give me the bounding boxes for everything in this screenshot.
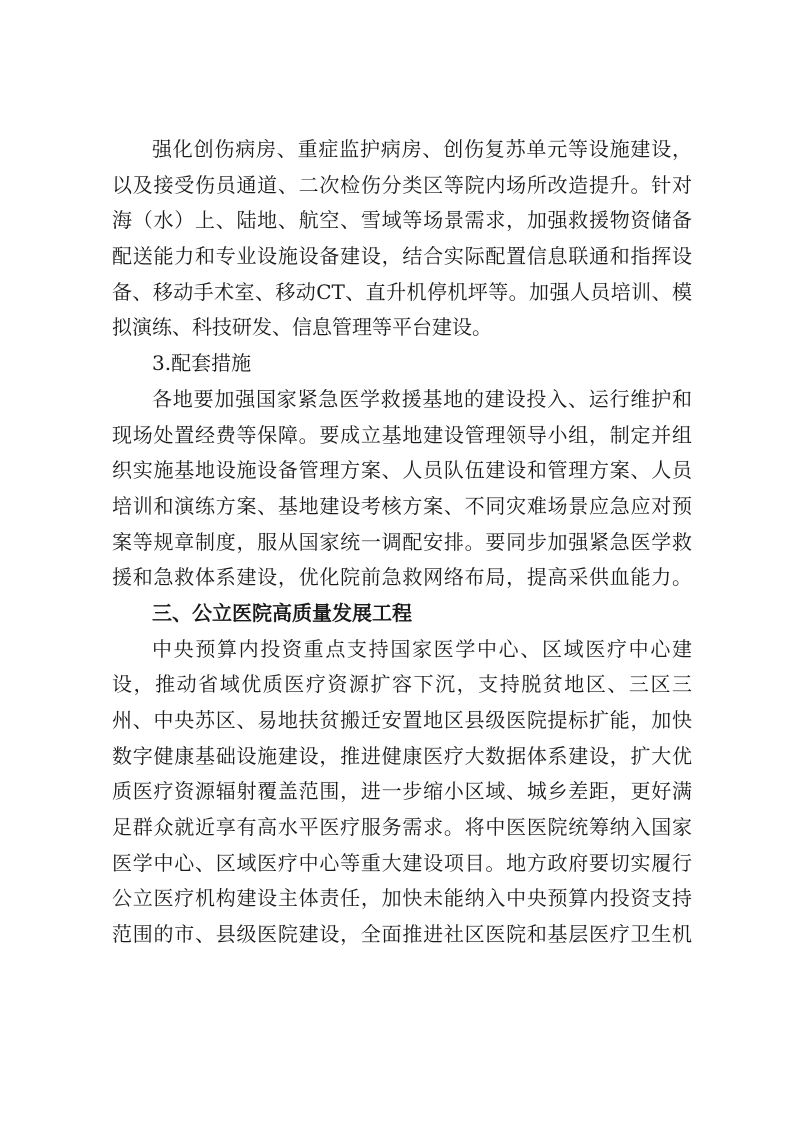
text-line: 质医疗资源辐射覆盖范围，进一步缩小区域、城乡差距，更好满 xyxy=(112,779,692,804)
paragraph-supporting-measures xyxy=(112,382,692,596)
paragraph-public-hospital xyxy=(112,632,692,953)
text-line: 以及接受伤员通道、二次检伤分类区等院内场所改造提升。针对 xyxy=(112,172,692,197)
text-line: 医学中心、区域医疗中心等重大建设项目。地方政府要切实履行 xyxy=(112,850,692,875)
text-line: 各地要加强国家紧急医学救援基地的建设投入、运行维护和 xyxy=(152,386,692,411)
text-line: 拟演练、科技研发、信息管理等平台建设。 xyxy=(112,315,492,340)
text-line: 织实施基地设施设备管理方案、人员队伍建设和管理方案、人员 xyxy=(112,458,692,483)
text-line: 设，推动省域优质医疗资源扩容下沉，支持脱贫地区、三区三 xyxy=(112,672,692,697)
text-line: 足群众就近享有高水平医疗服务需求。将中医医院统筹纳入国家 xyxy=(112,815,692,840)
text-line: 州、中央苏区、易地扶贫搬迁安置地区县级医院提标扩能，加快 xyxy=(112,708,692,732)
text-line: 数字健康基础设施建设，推进健康医疗大数据体系建设，扩大优 xyxy=(112,743,692,768)
text-line: 配送能力和专业设施设备建设，结合实际配置信息联通和指挥设 xyxy=(112,244,692,269)
chapter-heading-public-hospital: 三、公立医院高质量发展工程 xyxy=(152,600,412,625)
text-line: 海（水）上、陆地、航空、雪域等场景需求，加强救援物资储备 xyxy=(112,208,692,233)
document-page xyxy=(112,132,692,953)
text-line: 案等规章制度，服从国家统一调配安排。要同步加强紧急医学救 xyxy=(112,529,692,554)
text-line: 援和急救体系建设，优化院前急救网络布局，提高采供血能力。 xyxy=(112,565,692,590)
text-line: 范围的市、县级医院建设，全面推进社区医院和基层医疗卫生机 xyxy=(112,922,692,947)
text-line: 培训和演练方案、基地建设考核方案、不同灾难场景应急应对预 xyxy=(112,493,692,518)
text-line: 公立医疗机构建设主体责任，加快未能纳入中央预算内投资支持 xyxy=(112,886,692,911)
section-heading-supporting-measures: 3.配套措施 xyxy=(152,351,252,376)
text-line: 强化创伤病房、重症监护病房、创伤复苏单元等设施建设， xyxy=(152,137,692,161)
text-line: 备、移动手术室、移动CT、直升机停机坪等。加强人员培训、模 xyxy=(112,279,692,304)
text-line: 现场处置经费等保障。要成立基地建设管理领导小组，制定并组 xyxy=(112,422,692,447)
paragraph-facility-construction xyxy=(112,132,692,346)
text-line: 中央预算内投资重点支持国家医学中心、区域医疗中心建 xyxy=(152,636,692,661)
